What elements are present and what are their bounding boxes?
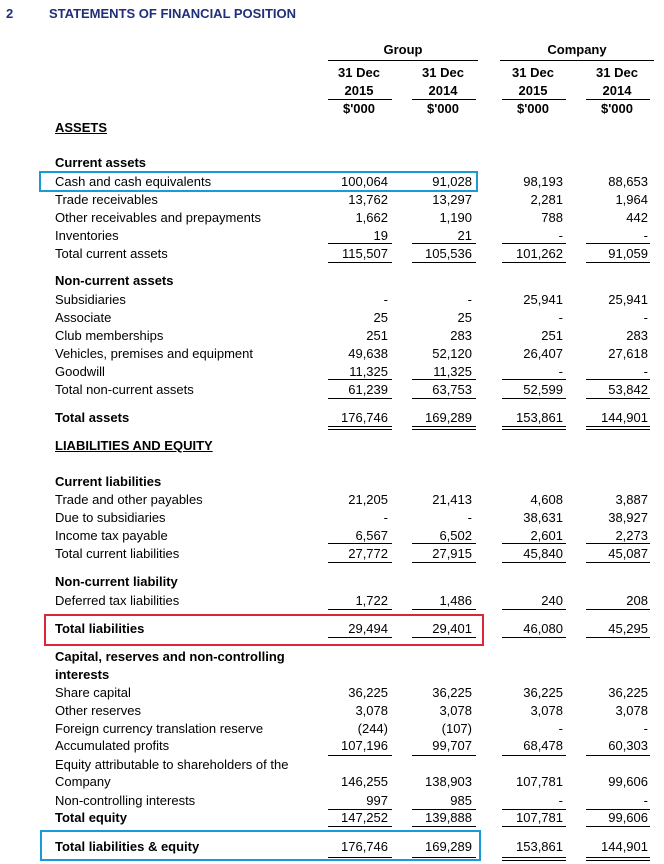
single-underline [502,826,566,827]
row-value: 91,059 [608,246,648,261]
single-underline [586,398,650,399]
double-underline [586,857,650,861]
row-value: - [558,228,563,243]
single-underline [586,755,650,756]
row-value: 107,781 [516,810,563,825]
row-value: 25,941 [608,292,648,307]
row-value: (244) [357,721,388,736]
row-value: 997 [366,793,388,808]
section-number: 2 [6,6,14,21]
row-value: 53,842 [608,382,648,397]
single-underline [328,379,392,380]
row-value: 45,295 [608,621,648,636]
row-value: - [383,510,388,525]
row-value: - [643,228,648,243]
group-header: Group [383,42,423,57]
row-value: - [467,292,472,307]
row-label: Income tax payable [55,528,168,543]
double-underline [412,426,476,430]
row-label: Club memberships [55,328,164,343]
row-label: Inventories [55,228,119,243]
row-label: Due to subsidiaries [55,510,166,525]
row-label: Equity attributable to shareholders of the [55,757,289,772]
row-label: Total non-current assets [55,382,194,397]
row-label: Other receivables and prepayments [55,210,261,225]
row-value: 49,638 [348,346,388,361]
row-label: Foreign currency translation reserve [55,721,264,736]
row-value: 25,941 [523,292,563,307]
column-header: 31 Dec 2015 $'000 [338,65,380,116]
single-underline [412,543,476,544]
row-value: 2,273 [615,528,648,543]
row-value: 27,618 [608,346,648,361]
row-value: 38,927 [608,510,648,525]
row-value: 251 [541,328,563,343]
single-underline [412,379,476,380]
row-value: 101,262 [516,246,563,261]
single-underline [502,543,566,544]
row-value: - [643,793,648,808]
row-value: - [383,292,388,307]
company-header-rule [500,60,654,61]
double-underline [586,426,650,430]
row-label: Associate [55,310,112,325]
row-value: 29,401 [432,621,472,636]
single-underline [412,826,476,827]
row-value: 6,502 [439,528,472,543]
row-value: 146,255 [341,774,388,789]
row-value: 29,494 [348,621,388,636]
row-label-cont: Company [55,774,111,789]
row-value: 115,507 [341,246,388,261]
row-value: 283 [626,328,648,343]
single-underline [328,243,392,244]
cash-highlight-box [39,171,478,192]
column-header-rule [502,99,566,100]
row-value: 38,631 [523,510,563,525]
single-underline [586,543,650,544]
row-label: Total current liabilities [55,546,180,561]
row-value: - [558,310,563,325]
row-value: 63,753 [432,382,472,397]
row-value: 105,536 [425,246,472,261]
row-value: 176,746 [341,410,388,425]
row-label: Deferred tax liabilities [55,593,180,608]
row-value: 788 [541,210,563,225]
row-value: 21,205 [348,492,388,507]
row-value: 169,289 [425,839,472,854]
row-value: 46,080 [523,621,563,636]
row-label: Total liabilities & equity [55,839,200,854]
row-value: - [558,364,563,379]
row-value: 139,888 [425,810,472,825]
row-value: 21,413 [432,492,472,507]
row-value: 11,325 [349,364,388,379]
single-underline [586,826,650,827]
row-value: 4,608 [530,492,563,507]
single-underline [502,379,566,380]
row-value: - [643,721,648,736]
row-value: 107,781 [516,774,563,789]
row-value: 19 [373,228,388,243]
row-label: Total assets [55,410,130,425]
single-underline [502,398,566,399]
row-label: Goodwill [55,364,105,379]
row-value: 60,303 [608,738,648,753]
double-underline [502,426,566,430]
row-value: 144,901 [601,839,648,854]
row-value: 91,028 [432,174,472,189]
row-value: 36,225 [348,685,388,700]
row-value: 3,887 [615,492,648,507]
total-liabilities-highlight-box [44,614,484,646]
row-value: 99,606 [608,810,648,825]
capital-reserves-heading: Capital, reserves and non-controlling [55,649,285,664]
company-header: Company [547,42,607,57]
row-value: - [558,721,563,736]
single-underline [502,262,566,263]
assets-heading: ASSETS [55,120,108,135]
row-value: 36,225 [432,685,472,700]
row-value: (107) [441,721,472,736]
single-underline [328,562,392,563]
row-value: 147,252 [341,810,388,825]
non-current-assets-heading: Non-current assets [55,273,174,288]
row-value: 45,087 [608,546,648,561]
row-label: Cash and cash equivalents [55,174,212,189]
page-title: STATEMENTS OF FINANCIAL POSITION [49,6,296,21]
single-underline [412,755,476,756]
row-value: 25 [373,310,388,325]
single-underline [502,809,566,810]
double-underline [328,426,392,430]
row-value: 25 [457,310,472,325]
non-current-liability-heading: Non-current liability [55,574,178,589]
single-underline [412,398,476,399]
row-value: 107,196 [341,738,388,753]
row-label: Other reserves [55,703,141,718]
row-value: 52,120 [432,346,472,361]
row-value: 283 [450,328,472,343]
current-liabilities-heading: Current liabilities [55,474,162,489]
single-underline [502,609,566,610]
row-value: 36,225 [608,685,648,700]
row-value: 985 [450,793,472,808]
column-header-rule [412,99,476,100]
row-value: 13,762 [348,192,388,207]
row-value: 36,225 [523,685,563,700]
row-value: 208 [626,593,648,608]
column-header-rule [586,99,650,100]
single-underline [502,637,566,638]
column-header: 31 Dec 2014 $'000 [422,65,464,116]
single-underline [586,562,650,563]
row-label: Non-controlling interests [55,793,196,808]
row-value: 2,601 [530,528,563,543]
row-value: 45,840 [523,546,563,561]
row-value: 68,478 [523,738,563,753]
row-value: 99,606 [608,774,648,789]
row-value: 3,078 [615,703,648,718]
group-header-rule [328,60,478,61]
row-value: 98,193 [523,174,563,189]
column-header: 31 Dec 2014 $'000 [596,65,638,116]
row-value: 144,901 [601,410,648,425]
row-value: 11,325 [433,364,472,379]
row-label: Vehicles, premises and equipment [55,346,254,361]
row-value: 52,599 [523,382,563,397]
row-label: Subsidiaries [55,292,126,307]
row-label: Trade and other payables [55,492,203,507]
row-value: 88,653 [608,174,648,189]
row-value: 2,281 [530,192,563,207]
row-value: 1,662 [355,210,388,225]
row-value: 13,297 [432,192,472,207]
single-underline [328,543,392,544]
row-value: 6,567 [355,528,388,543]
row-value: 3,078 [355,703,388,718]
capital-reserves-heading-cont: interests [55,667,110,682]
row-value: 99,707 [432,738,472,753]
single-underline [586,243,650,244]
row-value: 169,289 [425,410,472,425]
single-underline [328,809,392,810]
single-underline [502,562,566,563]
row-value: 240 [541,593,563,608]
single-underline [328,755,392,756]
single-underline [412,243,476,244]
row-value: - [643,364,648,379]
row-value: 27,772 [348,546,388,561]
double-underline [502,857,566,861]
single-underline [328,398,392,399]
row-label: Trade receivables [55,192,158,207]
row-label: Total current assets [55,246,168,261]
row-value: 176,746 [341,839,388,854]
row-value: 27,915 [432,546,472,561]
single-underline [412,562,476,563]
row-value: - [558,793,563,808]
total-liabilities-equity-highlight-box [40,830,481,861]
row-value: 1,722 [355,593,388,608]
row-value: - [643,310,648,325]
single-underline [412,809,476,810]
single-underline [586,379,650,380]
single-underline [502,755,566,756]
row-value: 153,861 [516,410,563,425]
row-value: 153,861 [516,839,563,854]
row-label: Accumulated profits [55,738,170,753]
row-value: 1,190 [439,210,472,225]
column-header-rule [328,99,392,100]
liabilities-equity-heading: LIABILITIES AND EQUITY [55,438,213,453]
single-underline [328,262,392,263]
column-header: 31 Dec 2015 $'000 [512,65,554,116]
row-value: 3,078 [439,703,472,718]
single-underline [412,609,476,610]
single-underline [502,243,566,244]
row-value: 251 [366,328,388,343]
row-value: 138,903 [425,774,472,789]
row-value: 442 [626,210,648,225]
current-assets-heading: Current assets [55,155,147,170]
row-value: 100,064 [341,174,388,189]
row-label: Total equity [55,810,127,825]
single-underline [412,262,476,263]
single-underline [586,637,650,638]
row-value: 1,486 [439,593,472,608]
row-value: 26,407 [523,346,563,361]
row-label: Share capital [55,685,131,700]
row-value: - [467,510,472,525]
single-underline [328,609,392,610]
row-value: 1,964 [615,192,648,207]
row-label: Total liabilities [55,621,145,636]
single-underline [586,609,650,610]
single-underline [328,826,392,827]
single-underline [586,809,650,810]
row-value: 61,239 [348,382,388,397]
row-value: 21 [457,228,472,243]
row-value: 3,078 [530,703,563,718]
single-underline [586,262,650,263]
